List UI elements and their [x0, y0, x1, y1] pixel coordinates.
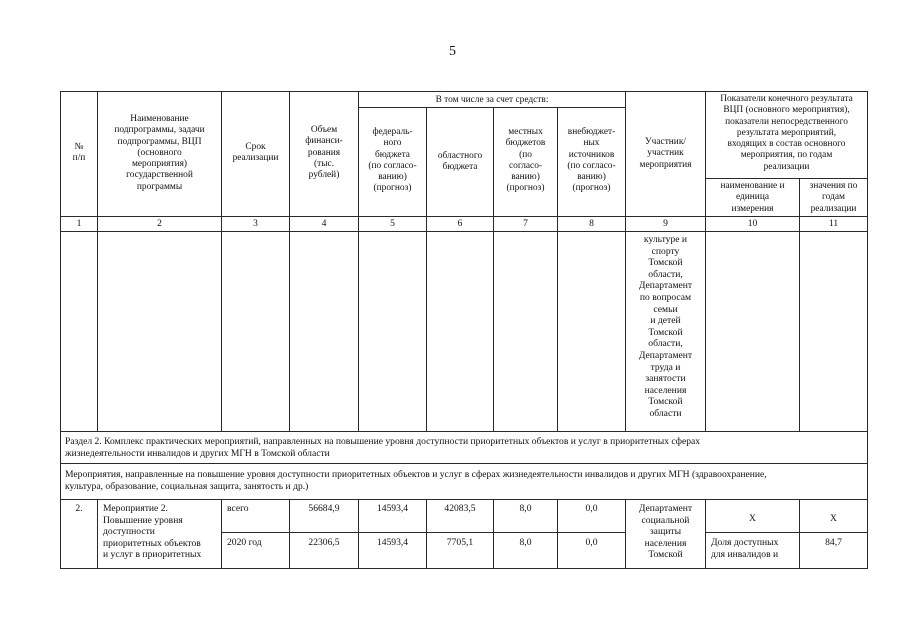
header-col-period: Срок реализации — [232, 142, 279, 164]
period-2020: 2020 год — [227, 537, 262, 548]
column-number: 2 — [157, 218, 162, 229]
section-title: Раздел 2. Комплекс практических мероприятий, направленных на повышение уровня доступности приоритетных объектов и услуг в приоритетных сферах жизнедеятельности инвалидов и других МГН в Томской области — [65, 436, 701, 459]
table-border-right — [867, 91, 868, 568]
continuation-bottom-line — [60, 431, 868, 432]
column-number: 11 — [828, 218, 839, 229]
header-indicators-group: Показатели конечного результата ВЦП (основного мероприятия), показатели непосредственного результата мероприятий, входящих в состав основного мероприятия, по годам реализации — [720, 94, 853, 172]
header-bottom-line — [60, 216, 868, 217]
amount-federal: 14593,4 — [376, 503, 409, 514]
table-border-top — [60, 91, 868, 92]
indicator-value: Х — [830, 513, 837, 524]
header-col-indicator-name: наименование и единица измерения — [720, 181, 785, 214]
col-divider-11 — [799, 178, 800, 431]
indicator-value-2020: 84,7 — [825, 537, 842, 548]
row-divider-3 — [221, 499, 222, 568]
header-col-local: местных бюджетов (по согласо- ванию) (прогноз) — [505, 127, 546, 194]
indicator-name-2020: Доля доступных для инвалидов и — [711, 537, 779, 560]
indicator-name: Х — [749, 513, 756, 524]
column-number: 1 — [76, 218, 82, 229]
row-participant: Департамент социальной защиты населения Томской — [638, 503, 693, 561]
header-col-total: Объем финанси- рования (тыс. рублей) — [305, 125, 343, 181]
subrow-divider-line-indicators — [705, 532, 868, 533]
row-divider-10 — [705, 499, 706, 568]
section-bottom-line — [60, 463, 868, 464]
subrow-divider-line — [221, 532, 625, 533]
column-number: 5 — [390, 218, 395, 229]
table-border-bottom — [60, 568, 868, 569]
column-number: 4 — [321, 218, 327, 229]
amount-regional-2020: 7705,1 — [446, 537, 474, 548]
amount-local: 8,0 — [519, 503, 532, 514]
row-divider-11 — [799, 499, 800, 568]
header-col-name: Наименование подпрограммы, задачи подпрограммы, ВЦП (основного мероприятия) государственной программы — [114, 114, 205, 192]
column-number: 6 — [457, 218, 463, 229]
amount-local-2020: 8,0 — [519, 537, 532, 548]
continuation-participants: культуре и спорту Томской области, Департамент по вопросам семьи и детей Томской области, Департамент труда и занятости населения Томской области — [638, 234, 693, 419]
column-number: 3 — [253, 218, 258, 229]
amount-total: 56684,9 — [308, 503, 340, 514]
amount-federal-2020: 14593,4 — [376, 537, 409, 548]
row-number: 2. — [75, 503, 83, 514]
page-number: 5 — [449, 44, 456, 59]
section-subtitle: Мероприятия, направленные на повышение уровня доступности приоритетных объектов и услуг в сферах жизнедеятельности инвалидов и других МГН (здравоохранение, культура, образование, социальная защита, занятость и др.) — [65, 469, 767, 492]
subsection-bottom-line — [60, 499, 868, 500]
row-name: Мероприятие 2. Повышение уровня доступности приоритетных объектов и услуг в приоритетных — [103, 503, 202, 561]
period-total: всего — [227, 503, 249, 514]
group-header-line — [358, 107, 625, 108]
amount-total-2020: 22306,5 — [308, 537, 340, 548]
column-number: 9 — [663, 218, 668, 229]
header-col-participant: Участник/ участник мероприятия — [639, 137, 692, 170]
indicator-header-line — [705, 178, 868, 179]
column-number: 10 — [747, 218, 758, 229]
header-col-number: № п/п — [72, 142, 86, 164]
column-numbers-bottom-line — [60, 231, 868, 232]
row-divider-2 — [97, 499, 98, 568]
amount-regional: 42083,5 — [444, 503, 476, 514]
column-number: 7 — [523, 218, 528, 229]
header-col-federal: федераль- ного бюджета (по согласо- ванию) (прогноз) — [368, 127, 417, 194]
header-col-regional: областного бюджета — [437, 151, 483, 173]
amount-extrabudget: 0,0 — [585, 503, 598, 514]
column-number: 8 — [589, 218, 594, 229]
header-funds-group: В том числе за счет средств: — [435, 95, 549, 105]
header-col-indicator-value: значения по годам реализации — [809, 181, 858, 214]
amount-extrabudget-2020: 0,0 — [585, 537, 598, 548]
header-col-extrabudget: внебюджет- ных источников (по согласо- ванию) (прогноз) — [567, 127, 616, 194]
